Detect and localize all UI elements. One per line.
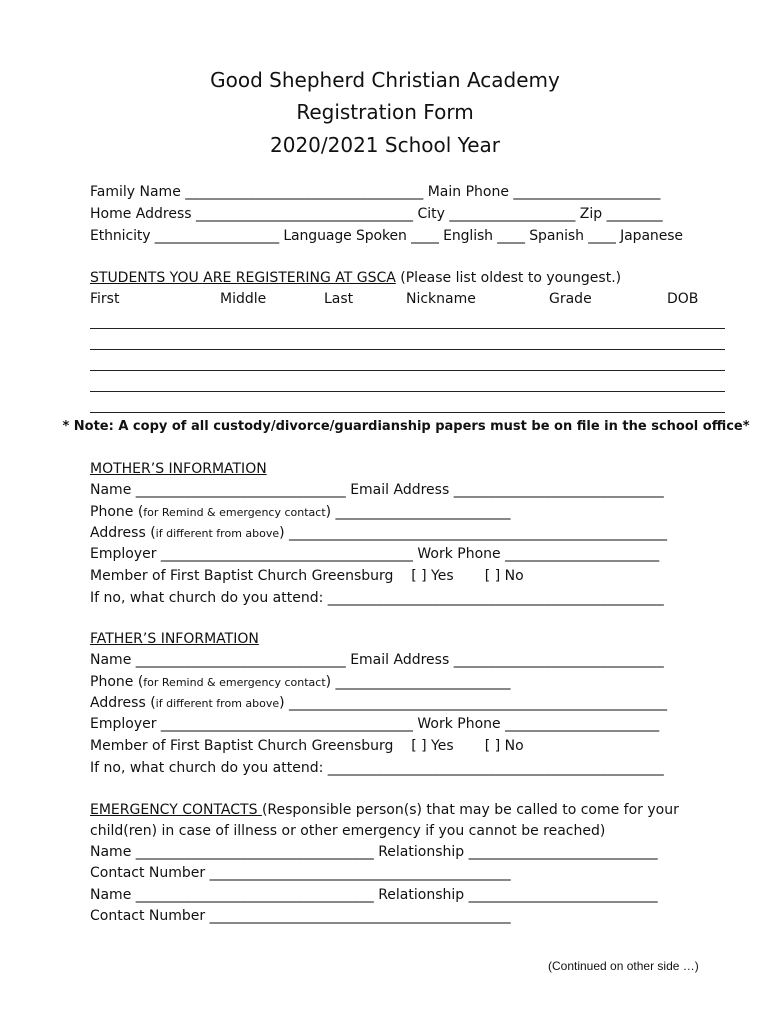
father-address-label: Address ( xyxy=(90,695,156,711)
father-church-line[interactable]: If no, what church do you attend: ________________________________________________ xyxy=(90,760,664,776)
father-phone-blank: ) _________________________ xyxy=(325,674,511,690)
mother-phone-blank: ) _________________________ xyxy=(325,504,511,520)
emergency-desc-2: child(ren) in case of illness or other emergency if you cannot be reached) xyxy=(90,823,606,839)
mother-address-line[interactable] xyxy=(90,524,730,543)
mother-phone-hint: for Remind & emergency contact xyxy=(143,506,326,519)
student-row-4[interactable] xyxy=(90,390,725,392)
mother-address-blank: ) ______________________________________________________ xyxy=(279,525,668,541)
col-first: First xyxy=(90,291,120,307)
father-address-hint: if different from above xyxy=(155,697,280,710)
mother-church-line[interactable]: If no, what church do you attend: ________________________________________________ xyxy=(90,590,664,606)
student-row-2[interactable] xyxy=(90,348,725,350)
col-middle: Middle xyxy=(220,291,267,307)
mother-member-line[interactable]: Member of First Baptist Church Greensburg [ ] Yes [ ] No xyxy=(90,568,524,584)
emergency-contact-line-1[interactable]: Contact Number ___________________________________________ xyxy=(90,865,511,881)
custody-note: * Note: A copy of all custody/divorce/guardianship papers must be on file in the school office* xyxy=(62,419,750,434)
emergency-heading: EMERGENCY CONTACTS xyxy=(90,802,262,818)
father-phone-label: Phone ( xyxy=(90,674,144,690)
emergency-contact-line-2[interactable]: Contact Number ___________________________________________ xyxy=(90,908,511,924)
emergency-heading-line xyxy=(90,801,730,819)
col-last: Last xyxy=(324,291,354,307)
home-address-line[interactable]: Home Address _______________________________ City __________________ Zip ________ xyxy=(90,206,663,222)
mother-phone-line[interactable] xyxy=(90,503,730,522)
student-row-1[interactable] xyxy=(90,327,725,329)
father-phone-line[interactable] xyxy=(90,673,730,692)
father-name-line[interactable]: Name ______________________________ Email Address ______________________________ xyxy=(90,652,664,668)
school-name: Good Shepherd Christian Academy xyxy=(210,68,560,92)
father-employer-line[interactable]: Employer ____________________________________ Work Phone ______________________ xyxy=(90,716,660,732)
continued-note: (Continued on other side …) xyxy=(548,959,699,973)
student-row-3[interactable] xyxy=(90,369,725,371)
students-heading-line xyxy=(90,269,730,287)
father-heading: FATHER’S INFORMATION xyxy=(90,631,259,647)
mother-phone-label: Phone ( xyxy=(90,504,144,520)
mother-address-label: Address ( xyxy=(90,525,156,541)
mother-heading: MOTHER’S INFORMATION xyxy=(90,461,267,477)
students-instruction: (Please list oldest to youngest.) xyxy=(395,270,622,286)
col-dob: DOB xyxy=(667,291,699,307)
student-row-5[interactable] xyxy=(90,411,725,413)
mother-address-hint: if different from above xyxy=(155,527,280,540)
school-year: 2020/2021 School Year xyxy=(270,133,500,157)
mother-name-line[interactable]: Name ______________________________ Email Address ______________________________ xyxy=(90,482,664,498)
col-grade: Grade xyxy=(549,291,592,307)
students-heading: STUDENTS YOU ARE REGISTERING AT GSCA xyxy=(90,270,396,286)
father-address-line[interactable] xyxy=(90,694,730,713)
ethnicity-language-line[interactable]: Ethnicity __________________ Language Spoken ____ English ____ Spanish ____ Japanese xyxy=(90,228,683,244)
form-title: Registration Form xyxy=(296,100,474,124)
col-nickname: Nickname xyxy=(406,291,476,307)
father-phone-hint: for Remind & emergency contact xyxy=(143,676,326,689)
father-address-blank: ) ______________________________________________________ xyxy=(279,695,668,711)
emergency-name-line-1[interactable]: Name __________________________________ Relationship ___________________________ xyxy=(90,844,658,860)
emergency-desc-1: (Responsible person(s) that may be called to come for your xyxy=(261,802,679,818)
family-name-line[interactable]: Family Name __________________________________ Main Phone _____________________ xyxy=(90,184,661,200)
father-member-line[interactable]: Member of First Baptist Church Greensburg [ ] Yes [ ] No xyxy=(90,738,524,754)
mother-employer-line[interactable]: Employer ____________________________________ Work Phone ______________________ xyxy=(90,546,660,562)
emergency-name-line-2[interactable]: Name __________________________________ Relationship ___________________________ xyxy=(90,887,658,903)
